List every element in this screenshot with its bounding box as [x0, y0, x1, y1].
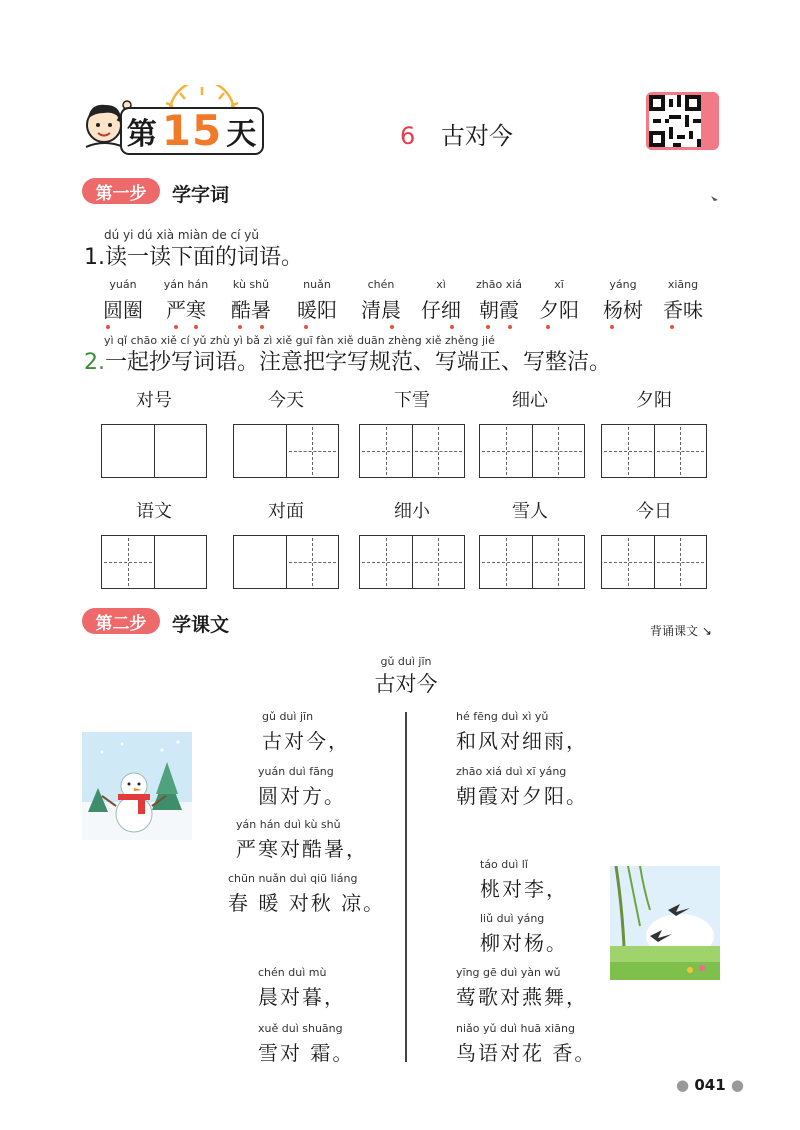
poem-line: chūn nuǎn duì qiū liáng 春 暖 对秋 凉。	[228, 872, 386, 915]
word-item: chén 清晨	[356, 278, 406, 333]
step2-title: 学课文	[172, 614, 230, 636]
q1-text: 读一读下面的词语。	[105, 245, 304, 270]
poem-line: hé fēng duì xì yǔ 和风对细雨，	[456, 710, 588, 753]
q1-pinyin: dú yi dú xià miàn de cí yǔ	[104, 228, 259, 242]
poem-line: gǔ duì jīn 古对今，	[262, 710, 350, 753]
writing-cells[interactable]	[101, 424, 207, 478]
writing-cells[interactable]	[479, 535, 585, 589]
day-suffix: 天	[226, 117, 258, 152]
copy-word-label: 对面	[268, 501, 304, 522]
word-item: zhāo xiá 朝霞	[474, 278, 524, 333]
poem-line: chén duì mù 晨对暮，	[258, 966, 346, 1009]
spring-willow-illustration-icon	[610, 866, 720, 980]
poem-divider	[405, 712, 407, 1062]
q1-number: 1.	[84, 245, 105, 270]
poem-title-text: 古对今	[374, 672, 438, 696]
q2-text: 一起抄写词语。注意把字写规范、写端正、写整洁。	[105, 350, 612, 375]
word-item: yán hán 严寒	[160, 278, 212, 333]
writing-cells[interactable]	[233, 535, 339, 589]
copy-word-label: 夕阳	[636, 390, 672, 411]
copy-word-label: 今天	[268, 390, 304, 411]
word-item: kù shǔ 酷暑	[226, 278, 276, 333]
poem-line: zhāo xiá duì xī yáng 朝霞对夕阳。	[456, 765, 588, 808]
qr-code-icon	[649, 95, 701, 147]
copy-word-label: 语文	[136, 501, 172, 522]
writing-cells[interactable]	[479, 424, 585, 478]
copy-word-label: 对号	[136, 390, 172, 411]
poem-line: liǔ duì yáng 柳对杨。	[480, 912, 568, 955]
writing-cells[interactable]	[601, 424, 707, 478]
q2-number: 2.	[84, 350, 105, 375]
copy-word-label: 今日	[636, 501, 672, 522]
day-number: 15	[161, 106, 223, 155]
recite-label: 背诵课文 ↘	[650, 624, 712, 638]
poem-line: yīng gē duì yàn wǔ 莺歌对燕舞，	[456, 966, 588, 1009]
step1-label: 第一步	[82, 178, 160, 204]
writing-cells[interactable]	[101, 535, 207, 589]
word-item: yáng 杨树	[596, 278, 650, 333]
snowman-illustration-icon	[82, 732, 192, 840]
lesson-title	[400, 116, 513, 151]
page-number: ● 041 ●	[676, 1076, 744, 1094]
q1-heading	[84, 240, 303, 271]
cursor-mark-icon	[710, 195, 720, 205]
q2-heading	[84, 345, 611, 376]
poem-line: xuě duì shuāng 雪对 霜。	[258, 1022, 355, 1065]
day-label	[120, 107, 264, 155]
lesson-number: 6	[400, 122, 416, 150]
writing-cells[interactable]	[359, 535, 465, 589]
writing-cells[interactable]	[601, 535, 707, 589]
poem-line: niǎo yǔ duì huā xiāng 鸟语对花 香。	[456, 1022, 597, 1065]
poem-line: yán hán duì kù shǔ 严寒对酷暑，	[236, 818, 368, 861]
copy-word-label: 细心	[512, 390, 548, 411]
day-badge	[80, 85, 270, 155]
word-item: nuǎn 暖阳	[292, 278, 342, 333]
lesson-name: 古对今	[440, 122, 513, 150]
qr-code[interactable]	[646, 92, 719, 150]
poem-line: yuán duì fāng 圆对方。	[258, 765, 346, 808]
step1-title: 学字词	[172, 184, 230, 206]
copy-word-label: 雪人	[512, 501, 548, 522]
word-item: xī 夕阳	[534, 278, 584, 333]
q2-pinyin: yì qǐ chāo xiě cí yǔ zhù yì bǎ zì xiě guī fàn xiě duān zhèng xiě zhěng jié	[104, 334, 495, 347]
word-item: xì 仔细	[416, 278, 466, 333]
copy-word-label: 细小	[394, 501, 430, 522]
writing-cells[interactable]	[233, 424, 339, 478]
poem-line: táo duì lǐ 桃对李，	[480, 858, 568, 901]
writing-cells[interactable]	[359, 424, 465, 478]
poem-title-pinyin: gǔ duì jīn	[380, 655, 432, 668]
word-item: xiāng 香味	[656, 278, 710, 333]
day-prefix: 第	[126, 117, 158, 152]
copy-word-label: 下雪	[394, 390, 430, 411]
word-item: yuán 圆圈	[100, 278, 146, 333]
step2-label: 第二步	[82, 608, 160, 634]
poem-title	[360, 655, 452, 698]
